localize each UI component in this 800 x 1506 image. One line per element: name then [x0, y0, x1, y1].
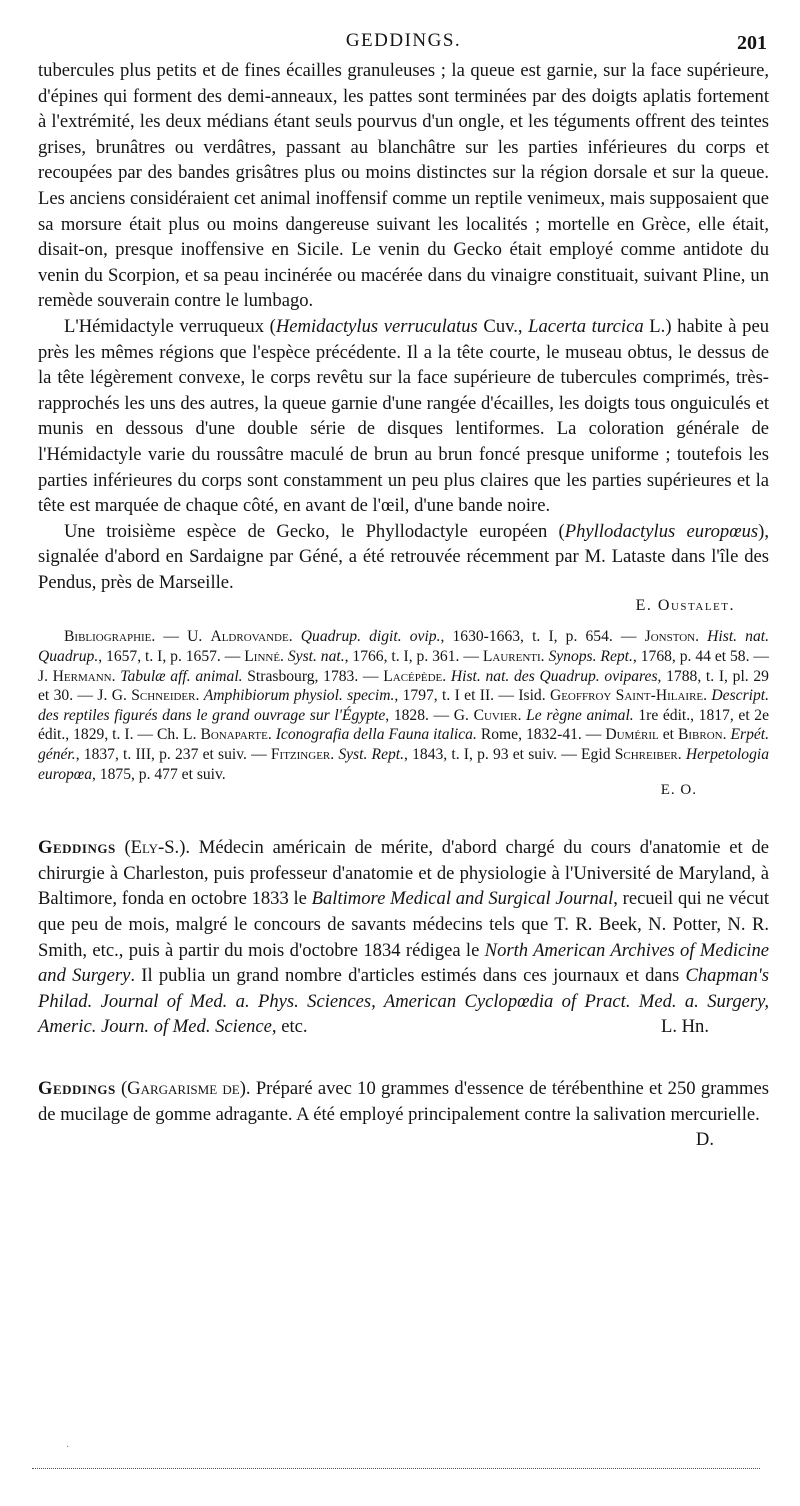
print-speck: ·: [66, 1442, 70, 1453]
bibliography: Bibliographie. — U. Aldrovande. Quadrup. digit. ovip., 1630-1663, t. I, p. 654. — Jonston. Hist. nat. Quadrup., 1657, t. I, p. 1657. — Linné. Syst. nat., 1766, t. I, p. 361. — Laurenti. Synops. Rept., 1768, p. 44 et 58. — J. Hermann. Tabulæ aff. animal. Strasbourg, 1783. — Lacépède. Hist. nat. des Quadrup. ovipares, 1788, t. I, pl. 29 et 30. — J. G. Schneider. Amphibiorum physiol. specim., 1797, t. I et II. — Isid. Geoffroy Saint-Hilaire. Descript. des reptiles figurés dans le grand ouvrage sur l'Égypte, 1828. — G. Cuvier. Le règne animal. 1re édit., 1817, et 2e édit., 1829, t. I. — Ch. L. Bonaparte. Iconografia della Fauna italica. Rome, 1832-41. — Duméril et Bibron. Erpét. génér., 1837, t. III, p. 237 et suiv. — Fitzinger. Syst. Rept., 1843, t. I, p. 93 et suiv. — Egid Schreiber. Herpetologia europœa, 1875, p. 477 et suiv.: [38, 628, 770, 783]
entry-headword: Geddings: [38, 837, 116, 859]
page: [38, 30, 769, 1153]
page-number: 201: [737, 32, 767, 54]
footer-rule: [32, 1468, 760, 1469]
entry-geddings-gargarisme: Geddings (Gargarisme de). Préparé avec 10 grammes d'essence de térébenthine et 250 grammes de mucilage de gomme adragante. A été employé principalement contre la salivation mercurielle. D.: [38, 1076, 769, 1127]
author-signature: E. Oustalet.: [635, 597, 735, 615]
entry-headword: Geddings: [38, 1077, 116, 1099]
entry-signature: L. Hn.: [660, 1016, 709, 1038]
species-name: Hemidactylus verruculatus: [275, 315, 478, 337]
page-header: [38, 30, 769, 58]
species-name: Phyllodactylus europœus: [564, 520, 759, 542]
entry-signature: D.: [695, 1129, 714, 1151]
bibliography-signature: E. O.: [660, 782, 697, 799]
running-title: GEDDINGS.: [345, 30, 462, 51]
gecko-paragraph-2: L'Hémidactyle verruqueux (Hemidactylus verruculatus Cuv., Lacerta turcica L.) habite à peu près les mêmes régions que l'espèce précédente. Il a la tête courte, le museau obtus, le dessus de la tête légèrement convexe, le corps revêtu sur la face supérieure de tubercules comprimés, très-rapprochés les uns des autres, la queue garnie d'une rangée d'écailles, les doigts tous onguiculés et munis en dessous d'une double série de disques lentiformes. La coloration générale de l'Hémidactyle varie du roussâtre maculé de brun au brun foncé presque uniforme ; toutefois les parties inférieures du corps sont constamment un peu plus claires que les parties supérieures et la tête est marquée de chaque côté, en avant de l'œil, d'une bande noire.: [38, 315, 770, 517]
gecko-paragraph-3: Une troisième espèce de Gecko, le Phyllodactyle européen (Phyllodactylus europœus), signalée d'abord en Sardaigne par Géné, a été retrouvée récemment par M. Lataste dans l'île des Pendus, près de Marseille.: [38, 520, 769, 593]
entry-geddings-physician: Geddings (Ely-S.). Médecin américain de mérite, d'abord chargé du cours d'anatomie et de chirurgie à Charleston, puis professeur d'anatomie et de physiologie à l'Université de Maryland, à Baltimore, fonda en octobre 1833 le Baltimore Medical and Surgical Journal, recueil qui ne vécut que peu de mois, malgré le concours de savants médecins tels que T. R. Beek, N. Potter, N. R. Smith, etc., puis à partir du mois d'octobre 1834 rédigea le North American Archives of Medicine and Surgery. Il publia un grand nombre d'articles estimés dans ces journaux et dans Chapman's Philad. Journal of Med. a. Phys. Sciences, American Cyclopœdia of Pract. Med. a. Surgery, Americ. Journ. of Med. Science, etc. L. Hn.: [38, 835, 769, 1040]
gecko-paragraph-1: tubercules plus petits et de fines écailles granuleuses ; la queue est garnie, sur la face supérieure, d'épines qui forment des demi-anneaux, les pattes sont terminées par des doigts aplatis fortement à l'extrémité, les deux médians étant seuls pourvus d'un ongle, et les téguments offrent des teintes grises, brunâtres ou verdâtres, passant au blanchâtre sur les parties inférieures du corps et recoupées par des bandes grisâtres plus ou moins distinctes sur la région dorsale et sur la queue. Les anciens considéraient cet animal inoffensif comme un reptile venimeux, mais supposaient que sa morsure était plus ou moins dangereuse suivant les localités ; mortelle en Grèce, elle était, disait-on, presque inoffensive en Sicile. Le venin du Gecko était employé comme antidote du venin du Scorpion, et sa peau incinérée ou macérée dans du vinaigre constituait, suivant Pline, un remède souverain contre le lumbago.: [38, 60, 769, 312]
species-synonym: Lacerta turcica: [528, 315, 644, 337]
